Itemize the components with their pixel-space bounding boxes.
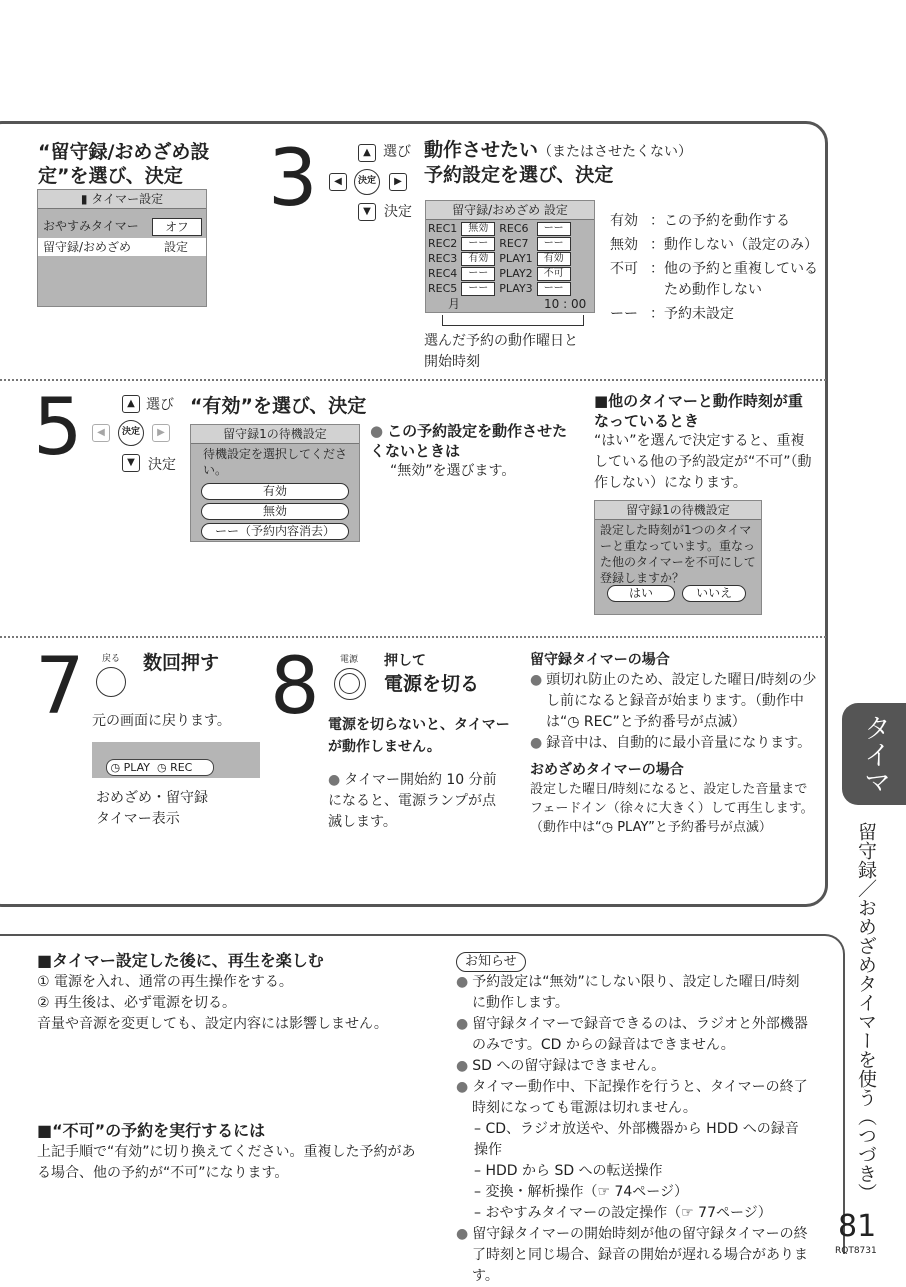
play-badge: PLAY — [123, 761, 150, 774]
legend-key: 不可 — [610, 261, 638, 277]
back-label: 戻る — [102, 654, 121, 664]
dialog-title: 留守録1の待機設定 — [595, 501, 761, 520]
left-arrow-icon: ◀ — [329, 173, 347, 191]
legend-colon: ： — [650, 306, 664, 322]
notice-list — [456, 972, 811, 1287]
status-cell: ーー — [461, 282, 495, 296]
legend-item — [610, 211, 820, 232]
step-number: 7 — [35, 642, 85, 732]
slot-label: PLAY1 — [499, 252, 533, 265]
option-button[interactable]: 有効 — [201, 483, 349, 500]
rec-wake-settings-screen — [425, 200, 595, 313]
legend-key: 無効 — [610, 237, 638, 253]
slot-label: PLAY2 — [499, 267, 533, 280]
page-number: 81 — [838, 1209, 877, 1244]
step3-heading: 動作させたい（またはさせたくない） 予約設定を選び、決定 — [424, 139, 693, 186]
legend-colon: ： — [650, 237, 664, 253]
after-setting-section — [37, 950, 417, 1035]
slot-label: REC4 — [428, 267, 458, 280]
rec-badge: REC — [170, 761, 193, 774]
enter-label: 決定 — [148, 457, 176, 473]
note-text: “無効”を選びます。 — [390, 463, 516, 479]
option-button[interactable]: 無効 — [201, 503, 349, 520]
caption-bracket — [442, 315, 584, 326]
notice-item: – HDD から SD への転送操作 — [474, 1163, 663, 1179]
screen-title: 留守録/おめざめ 設定 — [426, 201, 594, 220]
notice-item: ● タイマー動作中、下記操作を行うと、タイマーの終了時刻になっても電源は切れません。 — [456, 1077, 811, 1119]
right-arrow-icon: ▶ — [389, 173, 407, 191]
notice-item: – 変換・解析操作（☞ 74ページ） — [474, 1184, 688, 1200]
legend-colon: ： — [650, 261, 664, 277]
screen-title: 留守録1の待機設定 — [191, 425, 359, 444]
overlap-dialog — [594, 500, 762, 615]
select-label: 選び — [383, 144, 411, 160]
power-label: 電源 — [340, 655, 359, 665]
notice-item: ● 予約設定は“無効”にしない限り、設定した曜日/時刻に動作します。 — [456, 972, 811, 1014]
disabled-text: 上記手順で“有効”に切り換えてください。重複した予約がある場合、他の予約が“不可”になります。 — [37, 1144, 416, 1181]
rec-timer-heading: 留守録タイマーの場合 — [530, 652, 670, 668]
right-arrow-icon: ▶ — [152, 424, 170, 442]
step-prev-heading: “留守録/おめざめ設定”を選び、決定 — [38, 141, 210, 187]
overlap-section — [594, 391, 816, 494]
reservation-grid — [426, 221, 573, 296]
wake-timer-text: 設定した曜日/時刻になると、設定した音量までフェードイン（徐々に大きく）して再生します。（動作中は“◷ PLAY”と予約番号が点滅） — [530, 782, 814, 835]
status-cell: ーー — [537, 222, 571, 236]
select-label: 選び — [146, 397, 174, 413]
status-cell: ーー — [537, 237, 571, 251]
timer-display-bar — [92, 742, 260, 778]
up-arrow-icon: ▲ — [122, 395, 140, 413]
day-label: 月 — [448, 297, 461, 311]
rec-timer-bullet: ● 録音中は、自動的に最小音量になります。 — [530, 733, 818, 754]
sleep-timer-value: オフ — [152, 218, 202, 236]
rec-wake-label: 留守録/おめざめ — [43, 240, 132, 254]
power-note: ● タイマー開始約 10 分前になると、電源ランプが点滅します。 — [328, 770, 508, 833]
slot-label: REC6 — [499, 222, 529, 235]
legend-colon: ： — [650, 213, 664, 229]
step-number: 3 — [268, 134, 318, 224]
down-arrow-icon: ▼ — [122, 454, 140, 472]
slot-label: PLAY3 — [499, 282, 533, 295]
timer-settings-screen — [37, 189, 207, 307]
status-cell: 不可 — [537, 267, 571, 281]
cursor-keys — [326, 141, 416, 223]
cursor-keys — [92, 392, 187, 476]
legend-key: ーー — [610, 306, 638, 322]
divider — [0, 379, 826, 381]
side-title: 留守録／おめざめタイマーを使う（つづき） — [855, 822, 877, 1202]
legend-key: 有効 — [610, 213, 638, 229]
overlap-heading: ■他のタイマーと動作時刻が重なっているとき — [594, 392, 803, 430]
slot-label: REC1 — [428, 222, 458, 235]
up-arrow-icon: ▲ — [358, 144, 376, 162]
legend-item — [610, 235, 820, 256]
status-legend — [610, 211, 820, 328]
rec-timer-bullet: ● 頭切れ防止のため、設定した曜日/時刻の少し前になると録音が始まります。（動作中は“◷ REC”と予約番号が点滅） — [530, 670, 818, 733]
status-cell: 有効 — [537, 252, 571, 266]
enter-button-icon: 決定 — [118, 420, 144, 446]
wake-timer-heading: おめざめタイマーの場合 — [530, 762, 684, 778]
down-arrow-icon: ▼ — [358, 203, 376, 221]
option-button[interactable]: ーー（予約内容消去） — [201, 523, 349, 540]
slot-label: REC2 — [428, 237, 458, 250]
back-button-icon — [96, 667, 126, 697]
legend-value: 他の予約と重複しているため動作しない — [664, 261, 818, 298]
enter-button-icon: 決定 — [354, 169, 380, 195]
notice-item: ● SD への留守録はできません。 — [456, 1056, 811, 1077]
step7-text: 元の画面に戻ります。 — [92, 713, 231, 729]
screen-caption: 選んだ予約の動作曜日と開始時刻 — [424, 333, 578, 370]
notice-item: ● 留守録タイマーの開始時刻が他の留守録タイマーの終了時刻と同じ場合、録音の開始が遅れる場合があります。 — [456, 1224, 811, 1287]
step-text: 音量や音源を変更しても、設定内容には影響しません。 — [37, 1016, 388, 1032]
notice-section — [456, 950, 811, 1287]
status-cell: ーー — [537, 282, 571, 296]
slot-label: REC7 — [499, 237, 529, 250]
legend-item — [610, 259, 820, 301]
screen-text: 待機設定を選択してください。 — [203, 447, 348, 477]
notice-item: ● 留守録タイマーで録音できるのは、ラジオと外部機器のみです。CD からの録音はできません。 — [456, 1014, 811, 1056]
grid-row — [426, 251, 573, 266]
notice-label: お知らせ — [456, 952, 526, 972]
disabled-reservation-section — [37, 1120, 417, 1184]
step-text: ② 再生後は、必ず電源を切る。 — [37, 995, 237, 1011]
legend-value: 動作しない（設定のみ） — [664, 237, 818, 253]
status-cell: 無効 — [461, 222, 495, 236]
time-label: 10 : 00 — [544, 297, 587, 311]
enter-label: 決定 — [384, 204, 412, 220]
notice-item: – CD、ラジオ放送や、外部機器から HDD への録音操作 — [474, 1121, 799, 1158]
step-text: ① 電源を入れ、通常の再生操作をする。 — [37, 974, 293, 990]
grid-row — [426, 236, 573, 251]
timer-badges: ◷ PLAY ◷ REC — [106, 759, 214, 776]
after-setting-heading: ■タイマー設定した後に、再生を楽しむ — [37, 951, 324, 970]
disabled-heading: ■“不可”の予約を実行するには — [37, 1121, 266, 1140]
legend-item — [610, 304, 820, 325]
doc-code: RQT8731 — [835, 1246, 877, 1256]
rec-timer-section — [530, 650, 818, 837]
slot-label: REC3 — [428, 252, 458, 265]
power-warning: 電源を切らないと、タイマーが動作しません。 — [328, 717, 510, 755]
dialog-text: 設定した時刻が1つのタイマーと重なっています。重なった他のタイマーを不可にして登録しますか？ — [600, 523, 756, 585]
timer-display-caption: おめざめ・留守録タイマー表示 — [96, 790, 208, 827]
step-number: 5 — [33, 383, 83, 473]
overlap-text: “はい”を選んで決定すると、重複している他の予約設定が“不可”（動作しない）になります。 — [594, 433, 812, 491]
no-button[interactable]: いいえ — [682, 585, 746, 602]
screen-title: ▮ タイマー設定 — [38, 190, 206, 209]
step5-note — [370, 421, 570, 482]
divider — [0, 636, 826, 638]
yes-button[interactable]: はい — [607, 585, 675, 602]
standby-settings-screen — [190, 424, 360, 542]
step8-heading: 押して 電源を切る — [384, 653, 480, 695]
legend-value: この予約を動作する — [664, 213, 790, 229]
step-number: 8 — [270, 642, 320, 732]
left-arrow-icon: ◀ — [92, 424, 110, 442]
note-bold: ● この予約設定を動作させたくないときは — [370, 421, 570, 461]
step5-heading: “有効”を選び、決定 — [190, 395, 367, 417]
grid-row — [426, 266, 573, 281]
status-cell: ーー — [461, 237, 495, 251]
rec-wake-value: 設定 — [164, 240, 189, 254]
option-list — [191, 483, 359, 540]
power-button-icon — [334, 668, 366, 700]
step7-heading: 数回押す — [143, 652, 220, 674]
dialog-buttons — [607, 582, 757, 602]
section-tab: タイマー — [842, 703, 906, 805]
grid-row — [426, 221, 573, 236]
sleep-timer-label: おやすみタイマー — [43, 219, 139, 233]
status-cell: ーー — [461, 267, 495, 281]
slot-label: REC5 — [428, 282, 458, 295]
legend-value: 予約未設定 — [664, 306, 734, 322]
notice-item: – おやすみタイマーの設定操作（☞ 77ページ） — [474, 1205, 772, 1221]
status-cell: 有効 — [461, 252, 495, 266]
grid-row — [426, 281, 573, 296]
